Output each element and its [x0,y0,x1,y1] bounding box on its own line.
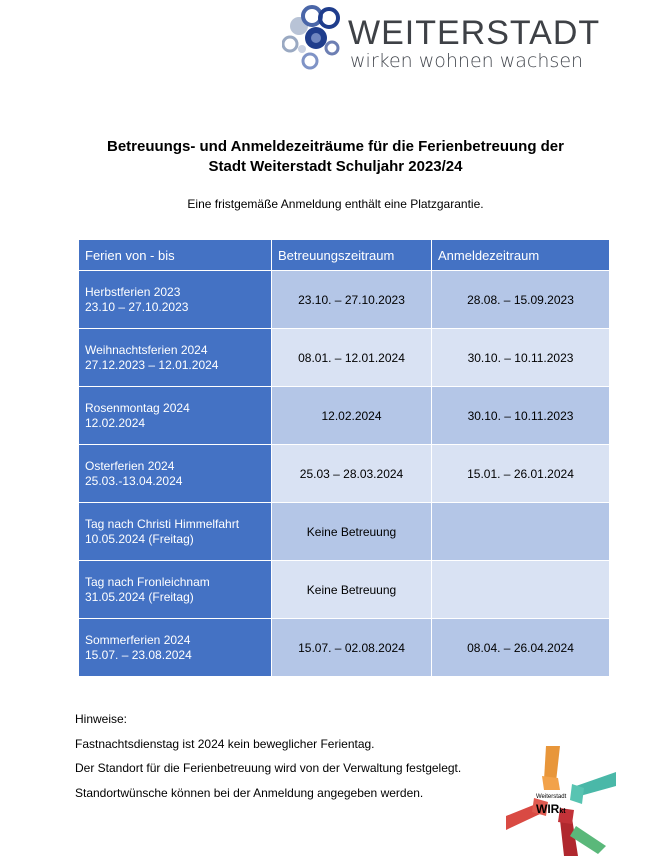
note-line: Der Standort für die Ferienbetreuung wird von der Verwaltung festgelegt. [75,761,462,775]
anmeldung-cell: 28.08. – 15.09.2023 [432,271,610,329]
logo-name: WEITERSTADT [348,14,601,52]
ferien-name: Osterferien 2024 [85,458,175,473]
table-row [79,561,610,619]
page-title [0,137,671,177]
ferien-dates: 27.12.2023 – 12.01.2024 [85,357,219,372]
betreuung-cell: 15.07. – 02.08.2024 [272,619,432,677]
header-betreuung: Betreuungszeitraum [272,240,432,271]
table-row [79,387,610,445]
anmeldung-cell [432,503,610,561]
ferien-name: Weihnachtsferien 2024 [85,342,208,357]
betreuung-cell: 23.10. – 27.10.2023 [272,271,432,329]
table-row [79,503,610,561]
ferien-cell [79,503,272,561]
ferien-dates: 10.05.2024 (Freitag) [85,531,194,546]
wirkt-line-1: Weiterstadt [536,794,567,800]
ferien-name: Sommerferien 2024 [85,632,191,647]
anmeldung-cell [432,561,610,619]
title-line-1: Betreuungs- und Anmeldezeiträume für die Ferienbetreuung der [106,138,564,155]
header-anmeldung: Anmeldezeitraum [432,240,610,271]
wirkt-text [536,800,566,818]
ferien-cell [79,329,272,387]
anmeldung-cell: 30.10. – 10.11.2023 [432,329,610,387]
ferien-dates: 15.07. – 23.08.2024 [85,647,192,662]
table-row [79,329,610,387]
schedule-table [78,239,610,677]
betreuung-cell: 12.02.2024 [272,387,432,445]
table-row [79,619,610,677]
weiterstadt-logo [282,4,612,74]
ferien-cell [79,271,272,329]
ferien-cell [79,561,272,619]
ferien-cell [79,387,272,445]
ferien-dates: 25.03.-13.04.2024 [85,473,183,488]
table-row [79,445,610,503]
ferien-dates: 23.10 – 27.10.2023 [85,299,189,314]
header-ferien: Ferien von - bis [79,240,272,271]
table-row [79,271,610,329]
ferien-dates: 12.02.2024 [85,415,146,430]
ferien-name: Tag nach Fronleichnam [85,574,210,589]
anmeldung-cell: 15.01. – 26.01.2024 [432,445,610,503]
note-line: Standortwünsche können bei der Anmeldung angegeben werden. [75,785,424,800]
table-header-row [79,240,610,271]
anmeldung-cell: 08.04. – 26.04.2024 [432,619,610,677]
page-subtitle: Eine fristgemäße Anmeldung enthält eine Platzgarantie. [187,197,484,211]
betreuung-cell: Keine Betreuung [272,503,432,561]
note-line: Fastnachtsdienstag ist 2024 kein beweglicher Ferientag. [75,736,375,751]
logo-tagline: wirken wohnen wachsen [350,50,584,72]
anmeldung-cell: 30.10. – 10.11.2023 [432,387,610,445]
wirkt-line-3: kt [559,808,566,815]
notes-section [75,707,515,805]
ferien-name: Herbstferien 2023 [85,284,181,299]
betreuung-cell: Keine Betreuung [272,561,432,619]
ferien-name: Rosenmontag 2024 [85,400,190,415]
ferien-cell [79,619,272,677]
ferien-name: Tag nach Christi Himmelfahrt [85,516,240,531]
ferien-dates: 31.05.2024 (Freitag) [85,589,194,604]
betreuung-cell: 08.01. – 12.01.2024 [272,329,432,387]
betreuung-cell: 25.03 – 28.03.2024 [272,445,432,503]
title-line-2: Stadt Weiterstadt Schuljahr 2023/24 [208,158,463,175]
wirkt-line-2: WIR [536,802,560,816]
circles-logo-icon [282,4,348,74]
wirkt-logo [506,746,616,856]
notes-heading: Hinweise: [75,712,128,726]
ferien-cell [79,445,272,503]
